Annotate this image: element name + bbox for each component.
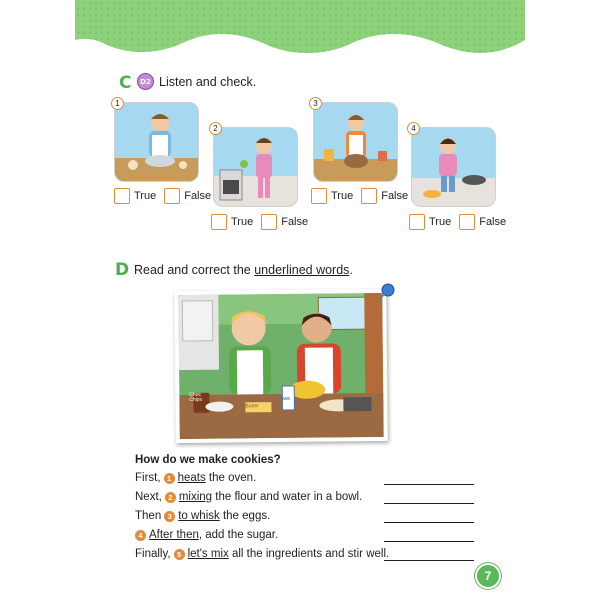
sentence-3-pre: Then bbox=[135, 510, 162, 522]
audio-track-icon[interactable]: D2 bbox=[137, 73, 154, 90]
instruction-prefix: Read and correct the bbox=[134, 263, 255, 277]
false-label-2: False bbox=[281, 216, 309, 228]
choc-chips-label: Choc Chips bbox=[189, 391, 203, 403]
answer-line-5[interactable] bbox=[384, 560, 474, 561]
sentence-3-underlined: to whisk bbox=[178, 510, 220, 522]
false-checkbox-4[interactable] bbox=[459, 214, 475, 230]
item-3-options bbox=[311, 188, 416, 204]
sentence-5-post: all the ingredients and stir well. bbox=[231, 548, 390, 560]
kitchen-photo bbox=[174, 289, 388, 443]
page-number: 7 bbox=[475, 563, 501, 589]
sentence-2-number: 2 bbox=[165, 492, 176, 503]
sentence-3 bbox=[135, 510, 270, 522]
sentence-3-post: the eggs. bbox=[222, 510, 271, 522]
true-checkbox-3[interactable] bbox=[311, 188, 327, 204]
workbook-page bbox=[75, 0, 525, 600]
true-label-3: True bbox=[331, 190, 354, 202]
sentence-2-pre: Next, bbox=[135, 491, 162, 503]
true-label-4: True bbox=[429, 216, 452, 228]
section-d-instruction bbox=[134, 263, 353, 277]
sentence-5-underlined: let's mix bbox=[187, 548, 229, 560]
section-c-letter: C bbox=[119, 73, 132, 93]
sentence-1-post: the oven. bbox=[208, 472, 257, 484]
true-label-1: True bbox=[134, 190, 157, 202]
sentence-1-underlined: heats bbox=[177, 472, 206, 484]
push-pin-icon bbox=[375, 282, 397, 304]
answer-line-1[interactable] bbox=[384, 484, 474, 485]
picture-card-2 bbox=[213, 127, 298, 207]
sentence-2 bbox=[135, 491, 362, 503]
sentence-1-number: 1 bbox=[164, 473, 175, 484]
sentence-4-number: 4 bbox=[135, 530, 146, 541]
item-2-options bbox=[211, 214, 316, 230]
sentence-4-post: , add the sugar. bbox=[198, 529, 279, 541]
true-checkbox-4[interactable] bbox=[409, 214, 425, 230]
item-number-2: 2 bbox=[209, 122, 222, 135]
sentence-5 bbox=[135, 548, 389, 560]
false-label-4: False bbox=[479, 216, 507, 228]
sentence-3-number: 3 bbox=[164, 511, 175, 522]
answer-line-4[interactable] bbox=[384, 541, 474, 542]
sentence-1 bbox=[135, 472, 256, 484]
sentence-2-underlined: mixing bbox=[178, 491, 213, 503]
sentence-5-pre: Finally, bbox=[135, 548, 171, 560]
false-label-1: False bbox=[184, 190, 212, 202]
sentence-2-post: the flour and water in a bowl. bbox=[215, 491, 363, 503]
sentence-4 bbox=[135, 529, 278, 541]
milk-label: Milk bbox=[282, 395, 291, 401]
true-checkbox-2[interactable] bbox=[211, 214, 227, 230]
section-d-letter: D bbox=[115, 260, 130, 280]
butter-label: Butter bbox=[245, 403, 259, 410]
instruction-underlined: underlined words bbox=[254, 263, 350, 277]
sentence-1-pre: First, bbox=[135, 472, 161, 484]
instruction-suffix: . bbox=[349, 263, 353, 277]
top-banner bbox=[75, 0, 525, 58]
item-1-options bbox=[114, 188, 219, 204]
picture-card-1 bbox=[114, 102, 199, 182]
false-checkbox-2[interactable] bbox=[261, 214, 277, 230]
true-label-2: True bbox=[231, 216, 254, 228]
answer-line-2[interactable] bbox=[384, 503, 474, 504]
item-number-1: 1 bbox=[111, 97, 124, 110]
item-number-4: 4 bbox=[407, 122, 420, 135]
item-4-options bbox=[409, 214, 514, 230]
picture-card-3 bbox=[313, 102, 398, 182]
false-checkbox-3[interactable] bbox=[361, 188, 377, 204]
false-checkbox-1[interactable] bbox=[164, 188, 180, 204]
answer-line-3[interactable] bbox=[384, 522, 474, 523]
section-c-instruction: Listen and check. bbox=[159, 75, 257, 89]
item-number-3: 3 bbox=[309, 97, 322, 110]
question-heading: How do we make cookies? bbox=[135, 454, 281, 466]
picture-card-4 bbox=[411, 127, 496, 207]
sentence-4-underlined: After then bbox=[149, 529, 199, 541]
false-label-3: False bbox=[381, 190, 409, 202]
true-checkbox-1[interactable] bbox=[114, 188, 130, 204]
sentence-5-number: 5 bbox=[174, 549, 185, 560]
